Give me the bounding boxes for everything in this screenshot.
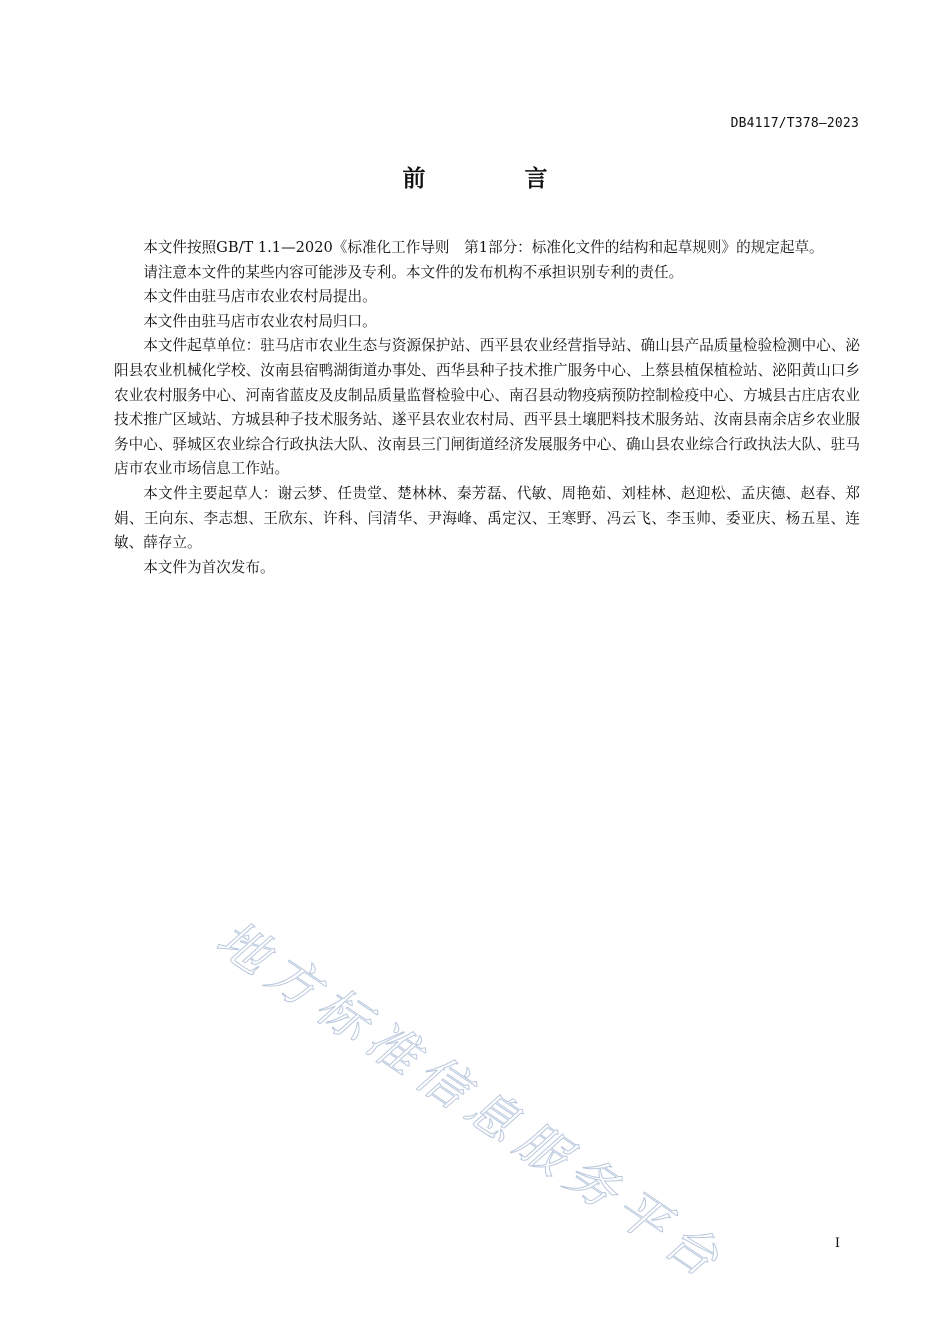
paragraph-first-release: 本文件为首次发布。 xyxy=(143,558,275,576)
paragraph-patent-notice: 请注意本文件的某些内容可能涉及专利。本文件的发布机构不承担识别专利的责任。 xyxy=(143,263,684,281)
paragraph-centralized-by: 本文件由驻马店市农业农村局归口。 xyxy=(143,312,377,330)
watermark: 地方标准信息服务平台 xyxy=(206,909,737,1293)
paragraph-standard-basis: 本文件按照GB/T 1.1—2020《标准化工作导则 第1部分：标准化文件的结构和起草规则》的规定起草。 xyxy=(143,239,824,256)
paragraph-proposed-by: 本文件由驻马店市农业农村局提出。 xyxy=(143,288,377,306)
page-title: 前 言 xyxy=(402,166,586,192)
paragraph-drafters: 本文件主要起草人：谢云梦、任贵堂、楚林林、秦芳磊、代敏、周艳茹、刘桂林、赵迎松、孟庆德、赵春、郑娟、王向东、李志想、王欣东、许科、闫清华、尹海峰、禹定汉、王寒野、冯云飞、李玉帅、委亚庆、杨五星、连敏、薛存立。 xyxy=(114,484,860,552)
foreword-body xyxy=(114,236,860,580)
document-code: DB4117/T378—2023 xyxy=(730,116,859,131)
page-number: I xyxy=(834,1236,840,1251)
paragraph-drafting-units: 本文件起草单位：驻马店市农业生态与资源保护站、西平县农业经营指导站、确山县产品质量检验检测中心、泌阳县农业机械化学校、汝南县宿鸭湖街道办事处、西华县种子技术推广服务中心、上蔡县植保植检站、泌阳黄山口乡农业农村服务中心、河南省蓝皮及皮制品质量监督检验中心、南召县动物疫病预防控制检疫中心、方城县古庄店农业技术推广区域站、方城县种子技术服务站、遂平县农业农村局、西平县土壤肥料技术服务站、汝南县南余店乡农业服务中心、驿城区农业综合行政执法大队、汝南县三门闸街道经济发展服务中心、确山县农业综合行政执法大队、驻马店市农业市场信息工作站。 xyxy=(114,337,860,478)
